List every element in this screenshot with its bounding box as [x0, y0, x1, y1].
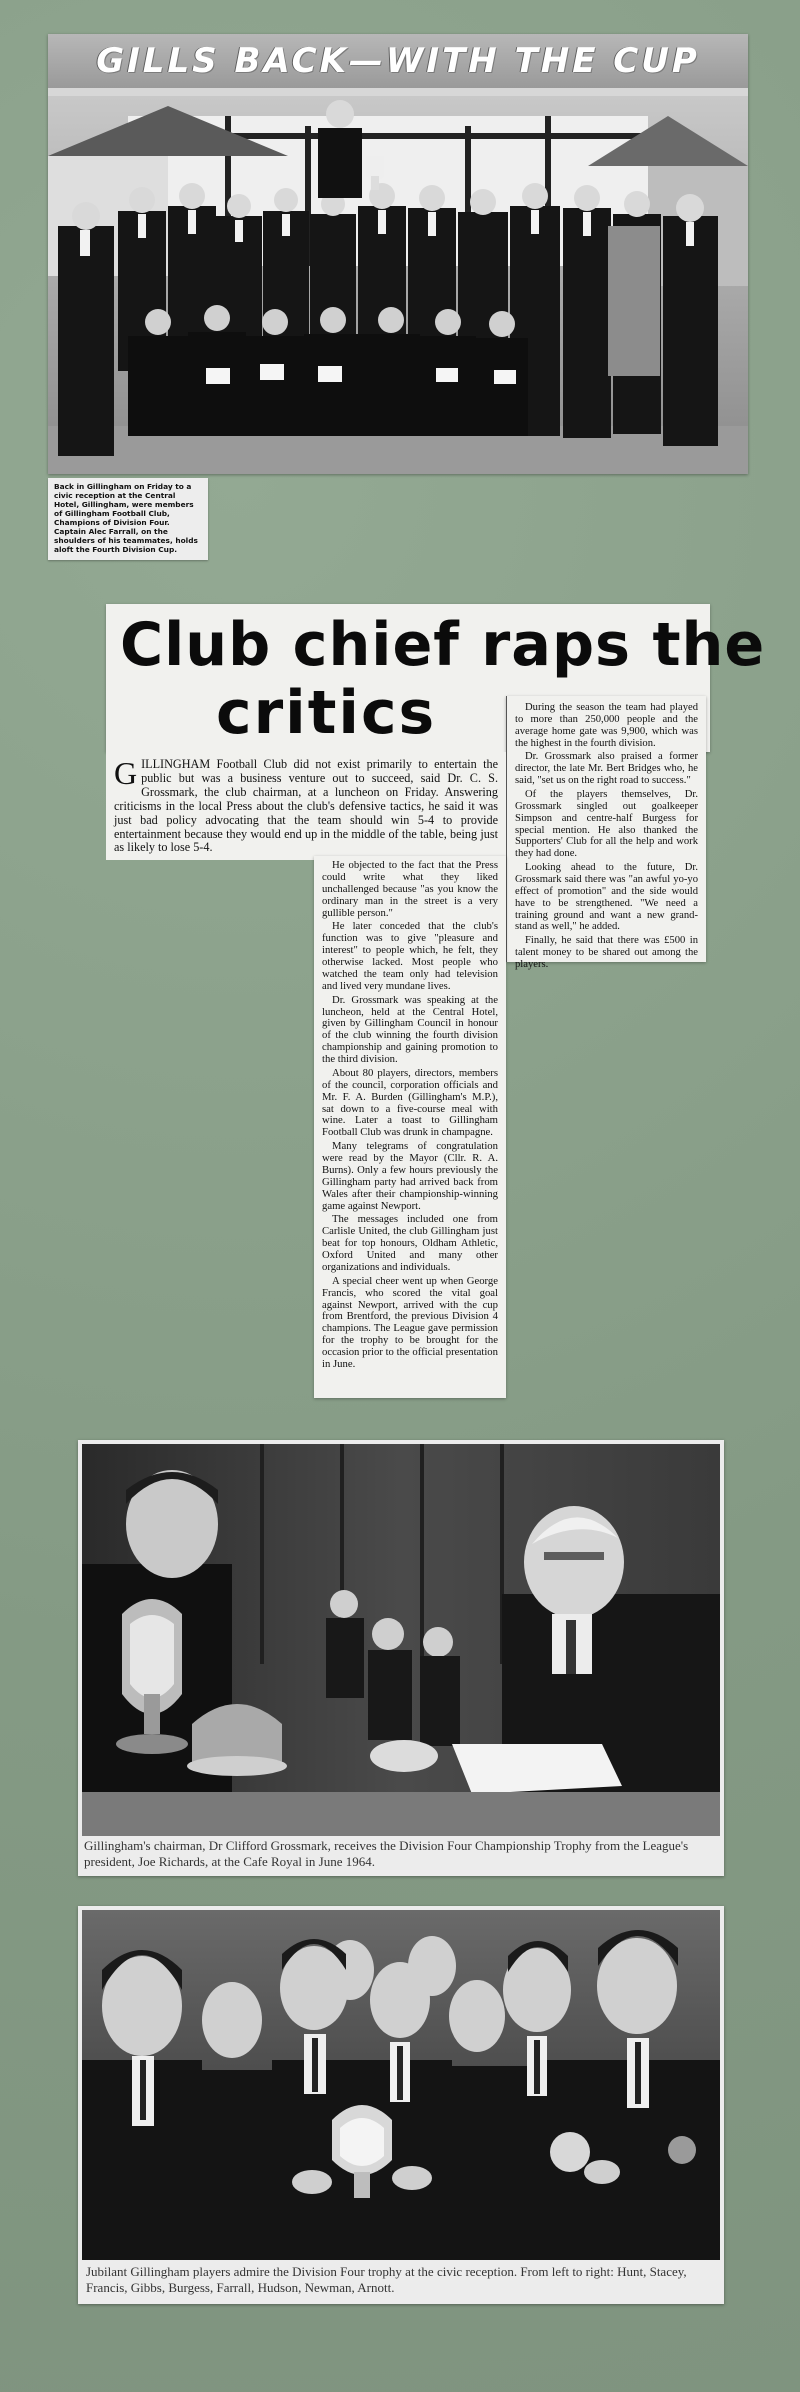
players-photo-clipping [78, 1906, 724, 2304]
presentation-photo-clipping [78, 1440, 724, 1876]
article-middle-paragraph: Many telegrams of congratulation were read by the Mayor (Cllr. R. A. Burns). Only a few hours previously the Gillingham party had arrived back from Wales after their championship-winning game against Newport. [322, 1140, 498, 1212]
article-right-paragraph: Finally, he said that there was £500 in talent money to be shared out among the players. [515, 935, 698, 971]
article-middle-paragraph: A special cheer went up when George Francis, who scored the vital goal against Newport, arrived with the cup from Brentford, the previous Division 4 champions. The League gave permission for the trophy to be brought for the occasion prior to the official presentation in June. [322, 1274, 498, 1370]
article-right-paragraph: Dr. Grossmark also praised a former director, the late Mr. Bert Bridges who, he said, "set us on the right road to success." [515, 751, 698, 787]
team-photo-clipping [48, 34, 748, 474]
lead-text: ILLINGHAM Football Club did not exist primarily to entertain the public but was a business venture out to succeed, said Dr. C. S. Grossmark, the club chairman, at a luncheon on Friday. Answering criticisms in the local Press about the club's defensive tactics, he said it was just bad policy advocating that the team should win 5-4 to provide entertainment because they would end up in the middle of the table, being just as likely to lose 5-4. [114, 757, 498, 855]
players-photo [82, 1910, 720, 2260]
players-photo-caption: Jubilant Gillingham players admire the Division Four trophy at the civic reception. From left to right: Hunt, Stacey, Francis, Gibbs, Burgess, Farrall, Hudson, Newman, Arnott. [86, 2264, 687, 2295]
presentation-photo-caption: Gillingham's chairman, Dr Clifford Grossmark, receives the Division Four Championship Trophy from the League's president, Joe Richards, at the Cafe Royal in June 1964. [84, 1838, 689, 1869]
article-middle-paragraph: He later conceded that the club's function was to give "pleasure and interest" to people which, he felt, they otherwise lacked. Most people who watched the team only had television and lived very mundane lives. [322, 920, 498, 992]
banner-title: GILLS BACK—WITH THE CUP [96, 41, 700, 81]
article-middle-column [314, 856, 506, 1398]
team-photo-caption: Back in Gillingham on Friday to a civic reception at the Central Hotel, Gillingham, were members of Gillingham Football Club, Champions of Division Four. Captain Alec Farrall, on the shoulders of his teammates, holds aloft the Fourth Division Cup. [48, 478, 208, 560]
article-right-column [506, 696, 706, 971]
article-right-paragraph: Of the players themselves, Dr. Grossmark singled out goalkeeper Simpson and centre-half Burgess for special mention. He also thanked the Supporters' Club for all the help and work they had done. [515, 789, 698, 860]
article-right-paragraph: Looking ahead to the future, Dr. Grossmark said there was "an awful yo-yo effect of promotion" and the side would have to be strengthened. "We need a training ground and want a new grand-stand as well," he added. [515, 862, 698, 933]
article-middle-paragraph: Dr. Grossmark was speaking at the luncheon, held at the Central Hotel, given by Gillingham Council in honour of the club winning the fourth division championship and gaining promotion to the third division. [322, 993, 498, 1065]
article-middle-paragraph: He objected to the fact that the Press could write what they liked unchallenged because "as you know the ordinary man in the street is a very gullible person." [322, 859, 498, 919]
article-headline-line2: critics [216, 678, 437, 748]
lead-dropcap: G [114, 755, 138, 791]
article-clipping [106, 604, 766, 1398]
article-lead-paragraph [106, 752, 506, 860]
article-middle-paragraph: About 80 players, directors, members of the council, corporation officials and Mr. F. A. Burden (Gillingham's M.P.), sat down to a five-course meal with wine. Later a toast to Gillingham Football Club was drunk in champagne. [322, 1066, 498, 1139]
presentation-photo [82, 1444, 720, 1836]
team-photo [48, 96, 748, 474]
article-headline-line1: Club chief raps the [120, 610, 766, 680]
headline-banner [48, 34, 748, 88]
article-middle-paragraph: The messages included one from Carlisle United, the club Gillingham just beat for top honours, Oldham Athletic, Oxford United and many other organizations and individuals. [322, 1213, 498, 1273]
article-right-paragraph: During the season the team had played to more than 250,000 people and the average home gate was 9,900, which was the highest in the fourth division. [515, 702, 698, 749]
